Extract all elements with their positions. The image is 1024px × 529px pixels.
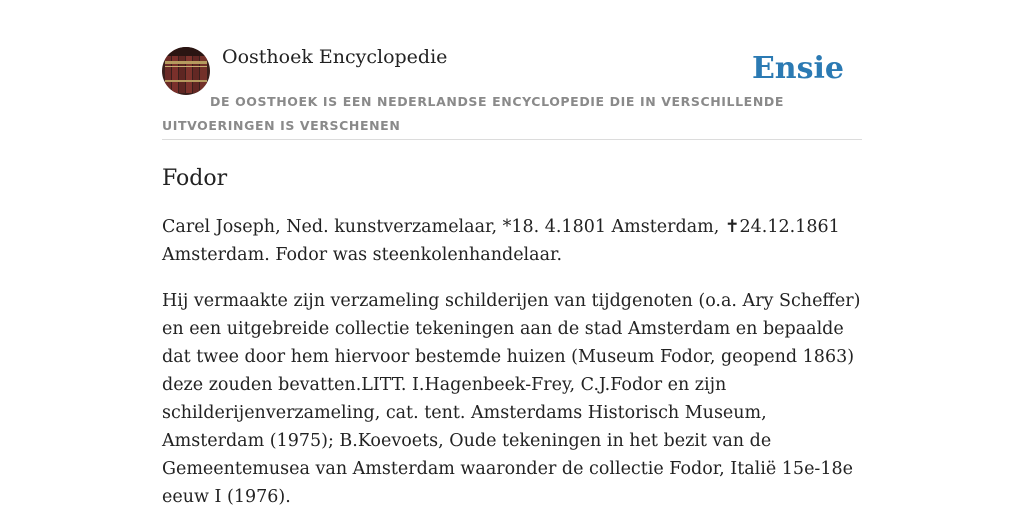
header-divider — [162, 139, 862, 140]
article-paragraph: Hij vermaakte zijn verzameling schilderijen van tijdgenoten (o.a. Ary Scheffer) en een uitgebreide collectie tekeningen aan de stad Amsterdam en bepaalde dat twee door hem hiervoor bestemde huizen (Museum Fodor, geopend 1863) deze zouden bevatten.LITT. I.Hagenbeek-Frey, C.J.Fodor en zijn schilderijenverzameling, cat. tent. Amsterdams Historisch Museum, Amsterdam (1975); B.Koevoets, Oude tekeningen in het bezit van de Gemeentemusea van Amsterdam waaronder de collectie Fodor, Italië 15e-18e eeuw I (1976). — [162, 291, 861, 507]
article — [162, 161, 864, 529]
source-tagline: DE OOSTHOEK IS EEN NEDERLANDSE ENCYCLOPEDIE DIE IN VERSCHILLENDE UITVOERINGEN IS VERSCHENEN — [162, 94, 784, 133]
article-paragraph: Carel Joseph, Ned. kunstverzamelaar, *18. 4.1801 Amsterdam, ✝24.12.1861 Amsterdam. Fodor was steenkolenhandelaar. — [162, 217, 840, 265]
source-header — [162, 46, 862, 140]
source-title[interactable]: Oosthoek Encyclopedie — [222, 46, 448, 68]
source-logo[interactable] — [162, 47, 210, 95]
encyclopedia-books-icon — [162, 47, 210, 95]
article-title: Fodor — [162, 166, 228, 191]
brand-logo[interactable]: Ensie — [751, 51, 844, 86]
